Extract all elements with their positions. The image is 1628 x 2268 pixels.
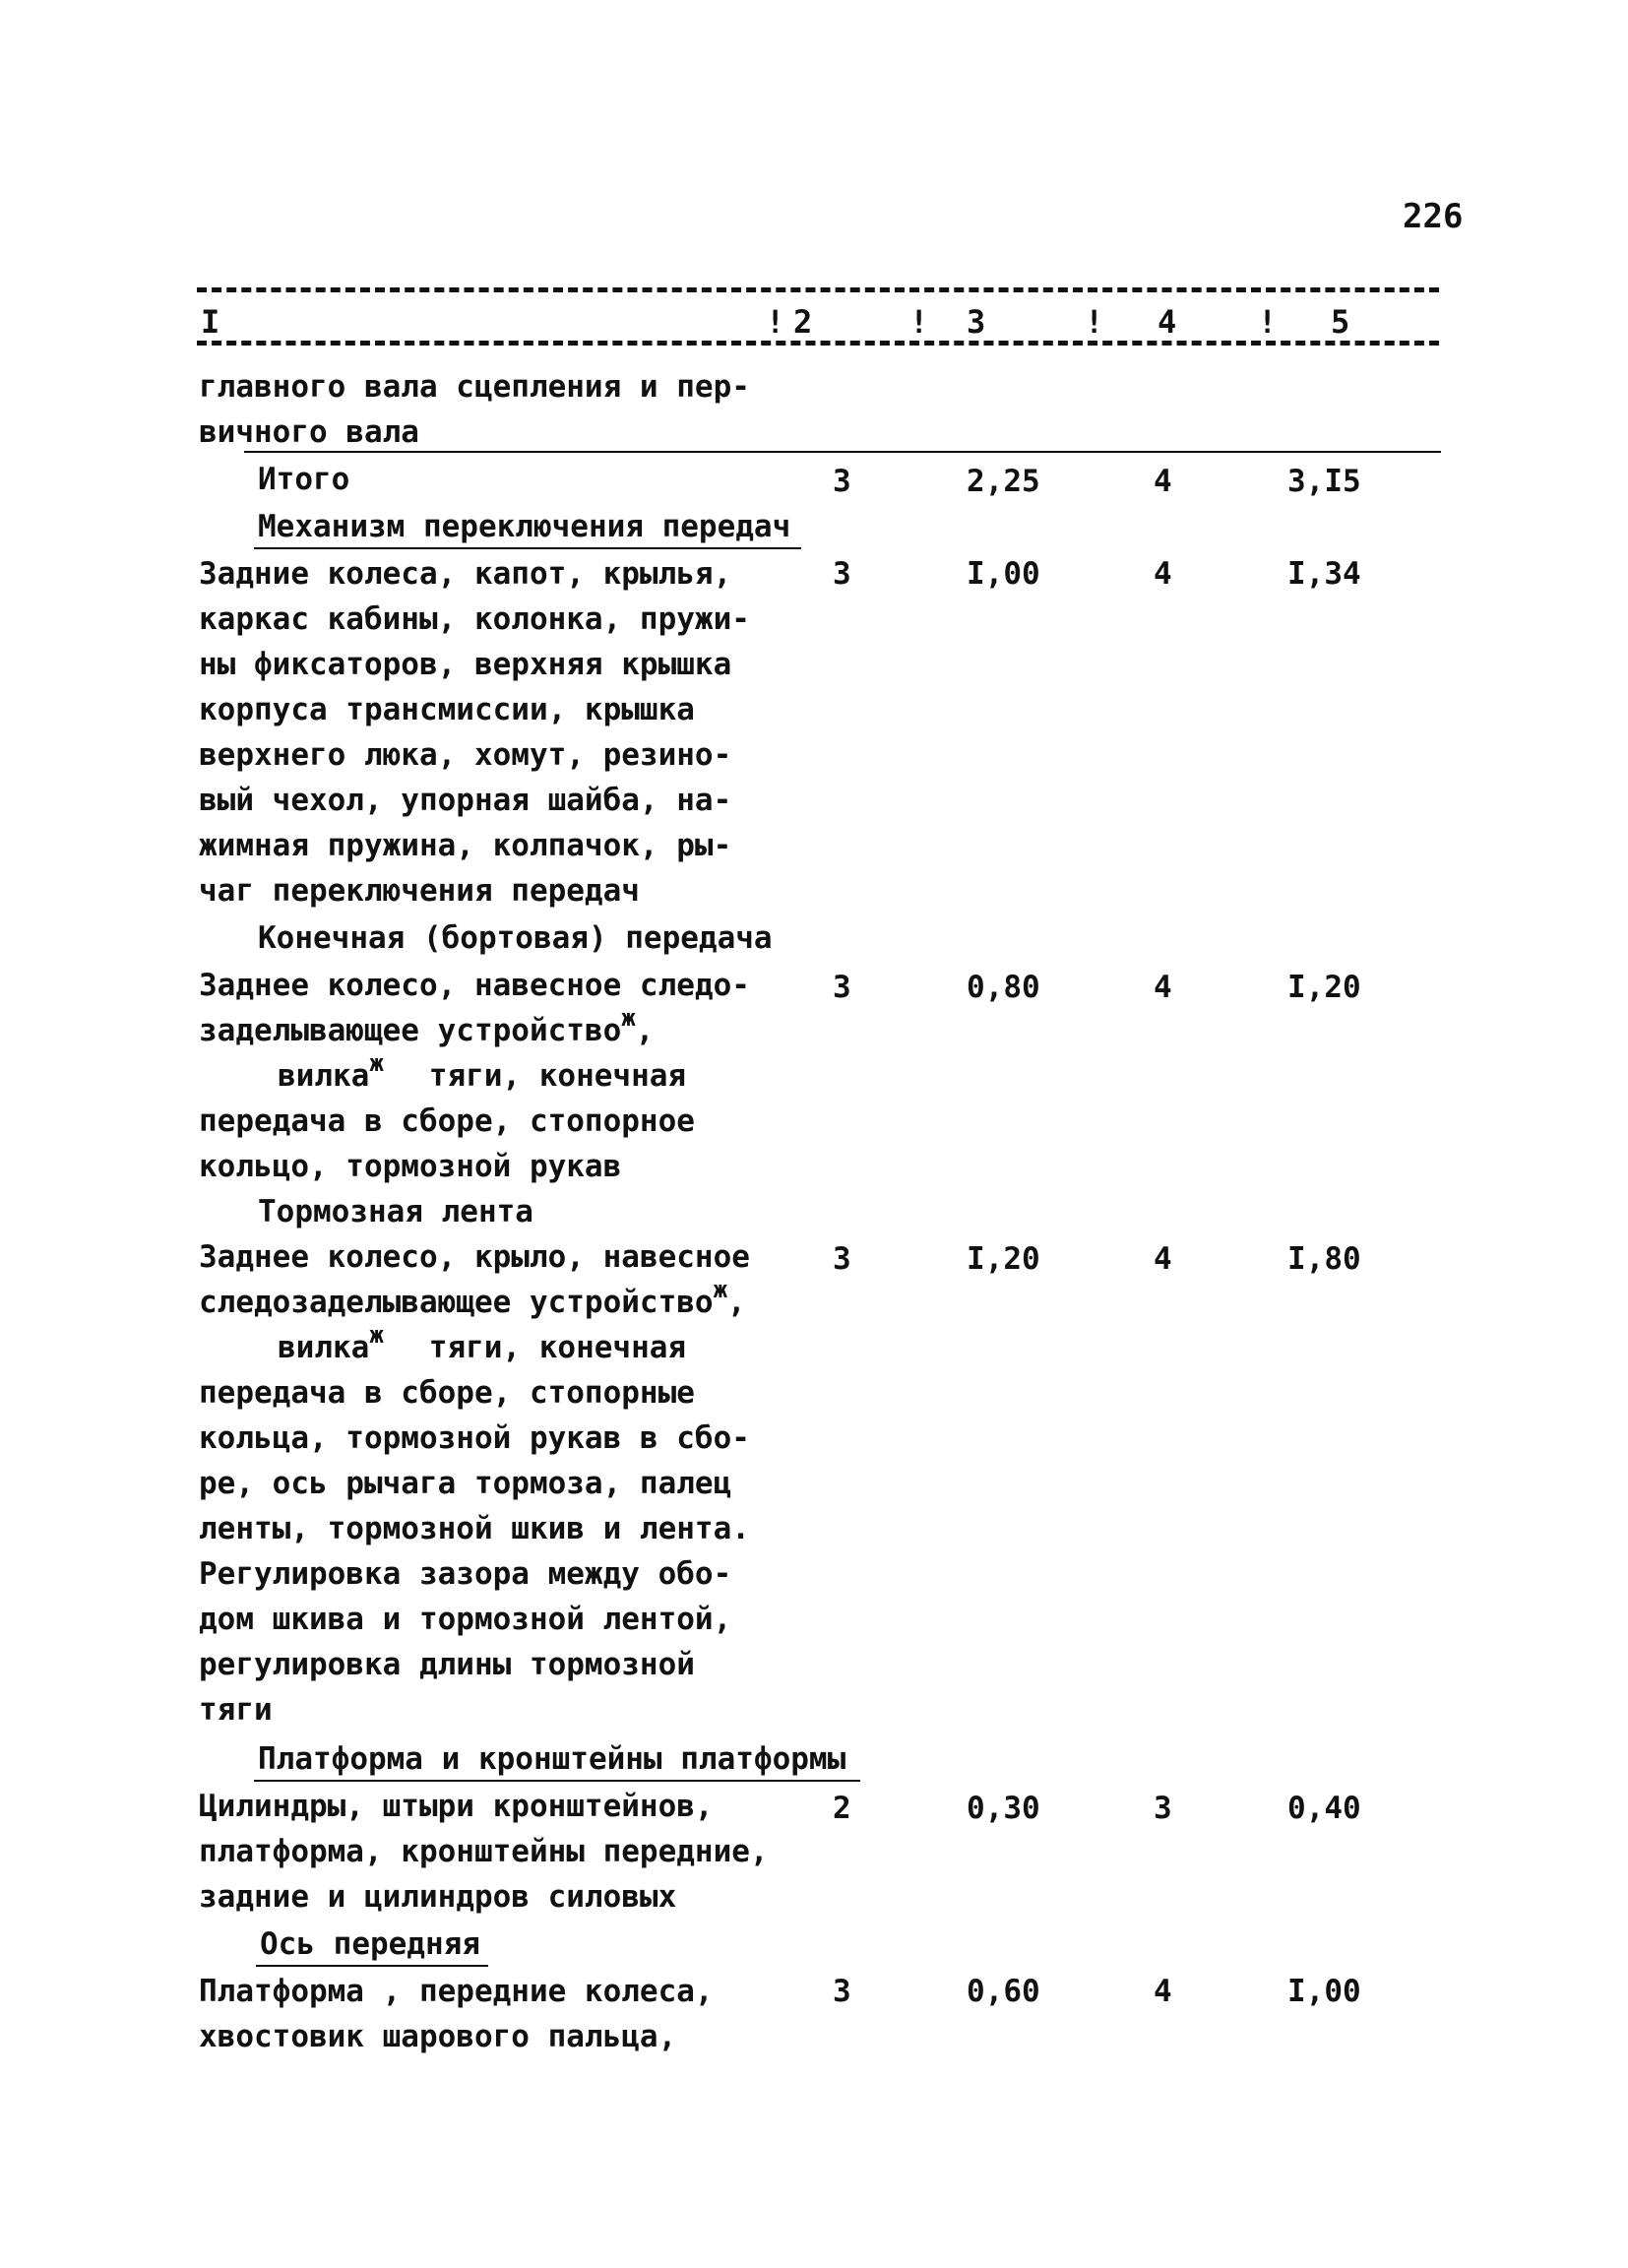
footnote-mark: ж — [369, 1049, 384, 1077]
footnote-mark: ж — [369, 1321, 384, 1349]
platform-line-2: платформа, кронштейны передние, — [199, 1834, 769, 1869]
gear-shift-line-4: корпуса трансмиссии, крышка — [199, 692, 695, 727]
final-drive-col-4: 4 — [1154, 970, 1172, 1005]
header-col-3: 3 — [967, 303, 986, 341]
brake-band-col-4: 4 — [1154, 1241, 1172, 1277]
itogo-col-4: 4 — [1154, 464, 1172, 499]
brake-band-line-2 — [199, 1276, 746, 1320]
gear-shift-line-6: вый чехол, упорная шайба, на- — [199, 783, 732, 818]
continuation-line-2: вичного вала — [199, 414, 419, 450]
final-drive-line-3-a: вилка — [278, 1058, 370, 1094]
platform-col-5: 0,40 — [1287, 1791, 1361, 1826]
final-drive-col-3: 0,80 — [967, 970, 1040, 1005]
gear-shift-line-1: Задние колеса, капот, крылья, — [199, 556, 732, 592]
platform-col-3: 0,30 — [967, 1791, 1040, 1826]
platform-col-2: 2 — [833, 1791, 851, 1826]
section-title-brake-band: Тормозная лента — [258, 1194, 533, 1229]
itogo-col-2: 3 — [833, 464, 851, 499]
final-drive-col-2: 3 — [833, 970, 851, 1005]
final-drive-line-5: кольцо, тормозной рукав — [199, 1149, 622, 1184]
gear-shift-line-3: ны фиксаторов, верхняя крышка — [199, 647, 732, 682]
gear-shift-col-5: I,34 — [1287, 556, 1361, 592]
brake-band-line-11: тяги — [199, 1692, 273, 1728]
front-axle-col-5: I,00 — [1287, 1974, 1361, 2009]
gear-shift-line-5: верхнего люка, хомут, резино- — [199, 737, 732, 773]
brake-band-col-5: I,80 — [1287, 1241, 1361, 1277]
platform-line-1: Цилиндры, штыри кронштейнов, — [199, 1789, 714, 1824]
gear-shift-line-7: жимная пружина, колпачок, ры- — [199, 828, 732, 863]
final-drive-line-2 — [199, 1004, 655, 1048]
brake-band-line-1: Заднее колесо, крыло, навесное — [199, 1239, 750, 1275]
brake-band-col-3: I,20 — [967, 1241, 1040, 1277]
brake-band-line-3-b: тяги, конечная — [428, 1330, 687, 1365]
gear-shift-col-3: I,00 — [967, 556, 1040, 592]
final-drive-line-3 — [278, 1049, 687, 1094]
section-underline-front-axle — [256, 1965, 488, 1967]
section-title-front-axle: Ось передняя — [260, 1926, 480, 1962]
itogo-label: Итого — [258, 462, 350, 497]
final-drive-line-2-tail: , — [635, 1013, 655, 1048]
header-col-1: I — [201, 303, 220, 341]
final-drive-line-3-b: тяги, конечная — [428, 1058, 687, 1094]
brake-band-line-5: кольца, тормозной рукав в сбо- — [199, 1420, 750, 1456]
gear-shift-line-8: чаг переключения передач — [199, 873, 640, 909]
header-col-5: 5 — [1331, 303, 1350, 341]
header-col-4: 4 — [1158, 303, 1177, 341]
section-title-final-drive: Конечная (бортовая) передача — [258, 920, 773, 956]
brake-band-line-2-text: следозаделывающее устройство — [199, 1285, 714, 1320]
brake-band-line-3 — [278, 1321, 687, 1365]
final-drive-line-4: передача в сборе, стопорное — [199, 1103, 695, 1139]
brake-band-col-2: 3 — [833, 1241, 851, 1277]
brake-band-line-4: передача в сборе, стопорные — [199, 1375, 695, 1411]
front-axle-line-2: хвостовик шарового пальца, — [199, 2019, 677, 2054]
front-axle-col-4: 4 — [1154, 1974, 1172, 2009]
header-bottom-dashed-rule — [197, 341, 1439, 346]
gear-shift-col-2: 3 — [833, 556, 851, 592]
footnote-mark: ж — [621, 1004, 636, 1032]
final-drive-line-2-text: заделывающее устройство — [199, 1013, 622, 1048]
header-top-dashed-rule — [197, 287, 1439, 292]
brake-band-line-10: регулировка длины тормозной — [199, 1647, 695, 1682]
section-title-gear-shift: Механизм переключения передач — [258, 509, 791, 544]
final-drive-col-5: I,20 — [1287, 970, 1361, 1005]
platform-line-3: задние и цилиндров силовых — [199, 1879, 677, 1915]
header-separator-1: ! — [766, 303, 785, 341]
footnote-mark: ж — [713, 1276, 728, 1303]
gear-shift-line-2: каркас кабины, колонка, пружи- — [199, 601, 750, 637]
brake-band-line-8: Регулировка зазора между обо- — [199, 1556, 732, 1592]
header-separator-3: ! — [1085, 303, 1104, 341]
itogo-col-5: 3,I5 — [1287, 464, 1361, 499]
continuation-underline — [244, 451, 1441, 453]
itogo-col-3: 2,25 — [967, 464, 1040, 499]
page-number: 226 — [1403, 197, 1464, 236]
header-col-2: 2 — [793, 303, 813, 341]
brake-band-line-9: дом шкива и тормозной лентой, — [199, 1602, 732, 1637]
front-axle-line-1: Платформа , передние колеса, — [199, 1974, 714, 2009]
section-underline-gear-shift — [254, 547, 801, 549]
header-separator-2: ! — [909, 303, 929, 341]
continuation-line-1: главного вала сцепления и пер- — [199, 369, 750, 405]
section-underline-platform — [254, 1780, 860, 1782]
brake-band-line-7: ленты, тормозной шкив и лента. — [199, 1511, 750, 1546]
brake-band-line-3-a: вилка — [278, 1330, 370, 1365]
brake-band-line-2-tail: , — [727, 1285, 746, 1320]
gear-shift-col-4: 4 — [1154, 556, 1172, 592]
platform-col-4: 3 — [1154, 1791, 1172, 1826]
front-axle-col-2: 3 — [833, 1974, 851, 2009]
brake-band-line-6: ре, ось рычага тормоза, палец — [199, 1466, 732, 1501]
header-separator-4: ! — [1258, 303, 1278, 341]
section-title-platform: Платформа и кронштейны платформы — [258, 1741, 846, 1777]
front-axle-col-3: 0,60 — [967, 1974, 1040, 2009]
final-drive-line-1: Заднее колесо, навесное следо- — [199, 968, 750, 1003]
